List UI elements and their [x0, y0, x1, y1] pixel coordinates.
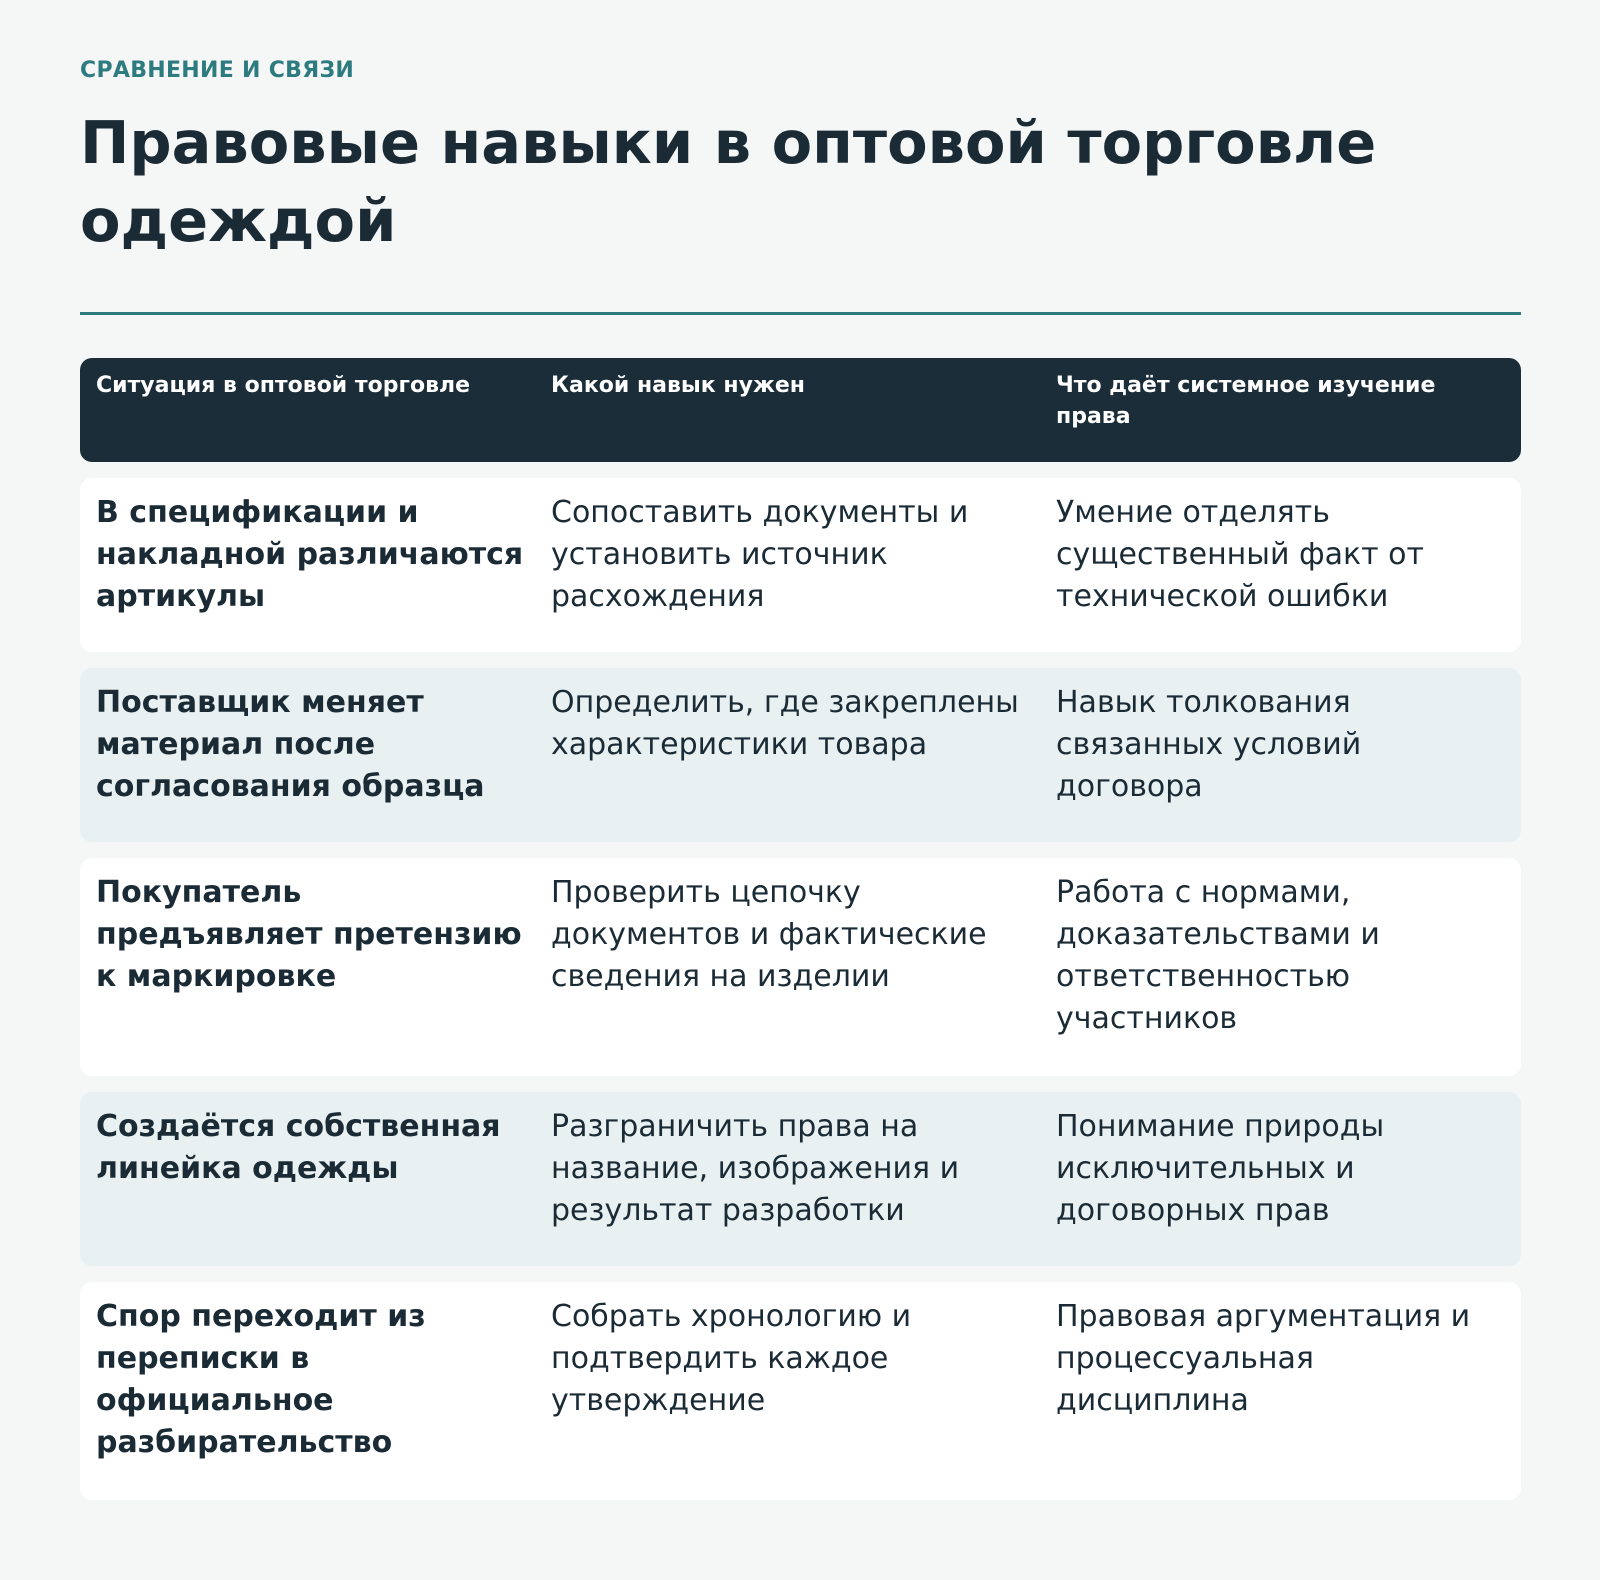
comparison-table	[80, 358, 1521, 1500]
skill-cell: Сопоставить документы и установить источник расхождения	[551, 495, 969, 614]
benefit-cell: Работа с нормами, доказательствами и ответственностью участников	[1056, 875, 1380, 1036]
benefit-cell: Умение отделять существенный факт от технической ошибки	[1056, 495, 1425, 614]
page-title: Правовые навыки в оптовой торговле одеждой	[80, 108, 1377, 255]
column-header-situation: Ситуация в оптовой торговле	[96, 373, 471, 398]
table-header	[80, 358, 1521, 462]
title-divider	[80, 312, 1521, 315]
table-row	[80, 1092, 1521, 1266]
skill-cell: Разграничить права на название, изображения и результат разработки	[551, 1109, 960, 1228]
table-row	[80, 1282, 1521, 1500]
table-row	[80, 858, 1521, 1076]
situation-cell: Создаётся собственная линейка одежды	[96, 1109, 501, 1186]
situation-cell: Поставщик меняет материал после согласования образца	[96, 685, 485, 804]
situation-cell: В спецификации и накладной различаются артикулы	[96, 495, 524, 614]
skill-cell: Собрать хронологию и подтвердить каждое утверждение	[551, 1299, 912, 1418]
benefit-cell: Навык толкования связанных условий договора	[1056, 685, 1362, 804]
section-eyebrow: СРАВНЕНИЕ И СВЯЗИ	[80, 58, 355, 83]
situation-cell: Покупатель предъявляет претензию к маркировке	[96, 875, 522, 994]
benefit-cell: Понимание природы исключительных и договорных прав	[1056, 1109, 1385, 1228]
column-header-skill: Какой навык нужен	[551, 373, 805, 398]
skill-cell: Проверить цепочку документов и фактические сведения на изделии	[551, 875, 987, 994]
page	[80, 56, 1521, 1460]
skill-cell: Определить, где закреплены характеристики товара	[551, 685, 1019, 762]
situation-cell: Спор переходит из переписки в официальное разбирательство	[96, 1299, 426, 1460]
benefit-cell: Правовая аргументация и процессуальная дисциплина	[1056, 1299, 1471, 1418]
table-row	[80, 478, 1521, 652]
table-row	[80, 668, 1521, 842]
column-header-benefit: Что даёт системное изучение права	[1056, 373, 1436, 429]
